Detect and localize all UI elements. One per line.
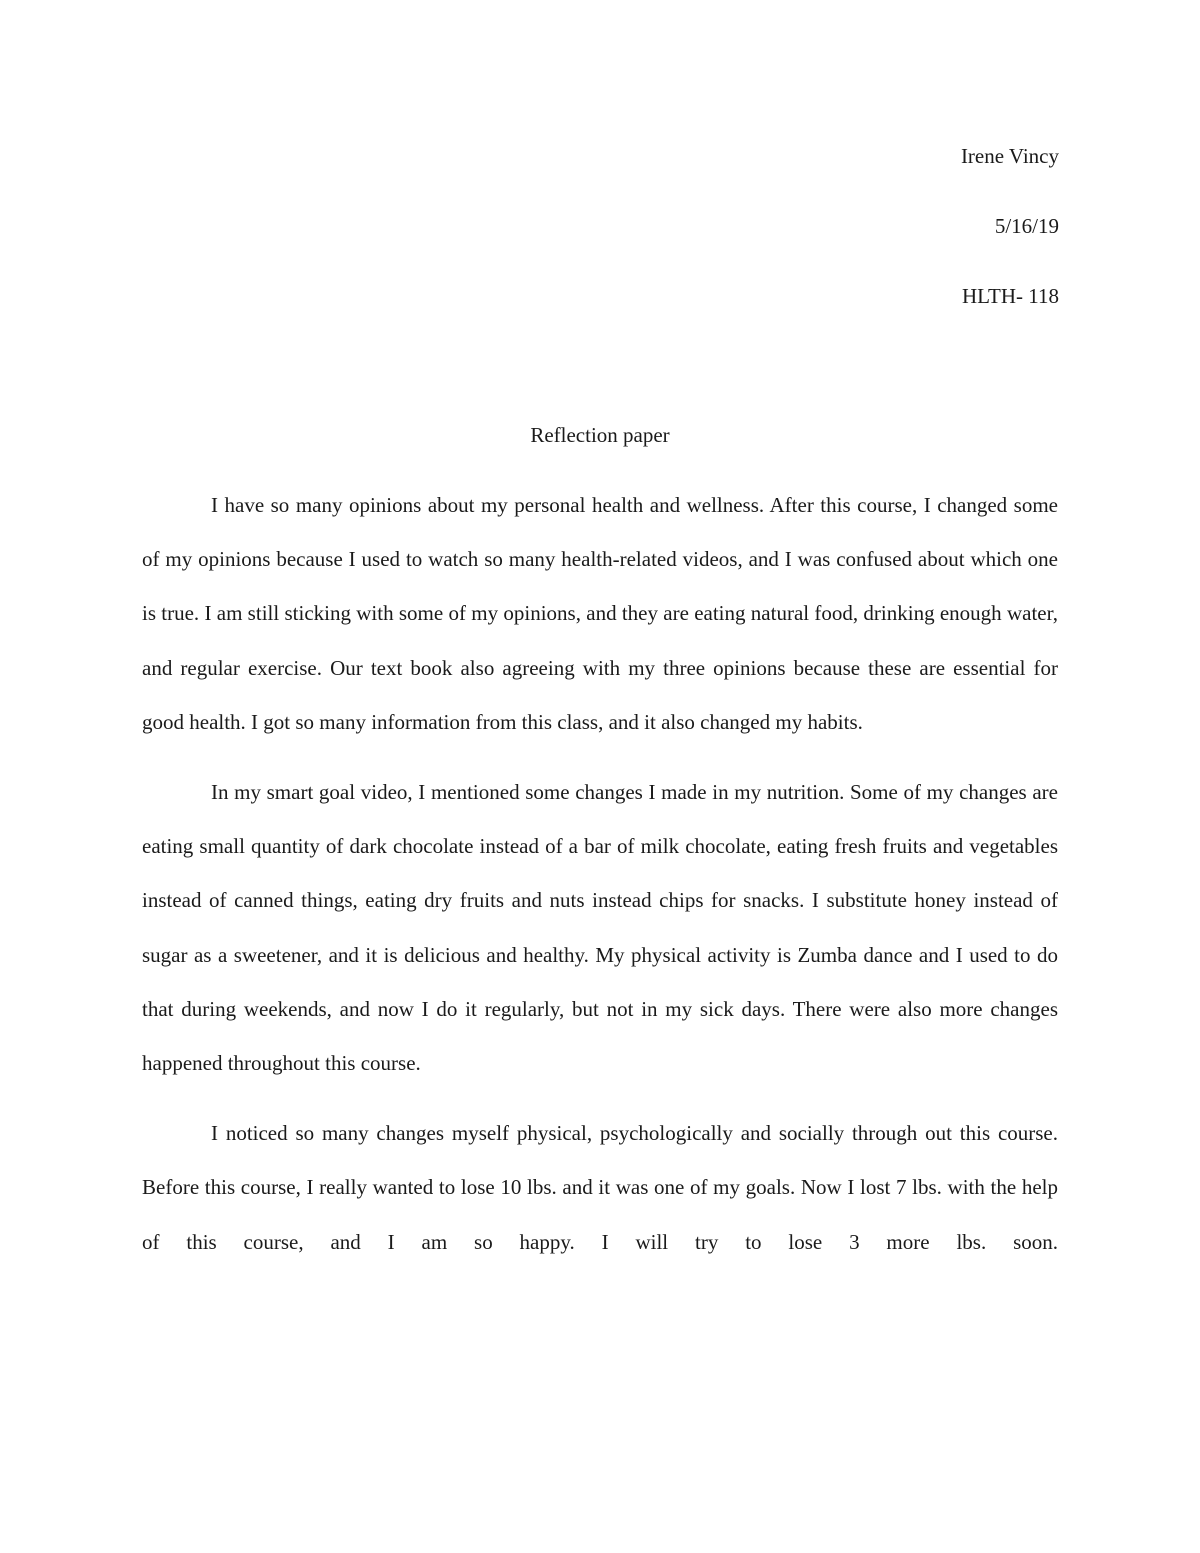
paragraph-1: I have so many opinions about my personal health and wellness. After this course, I changed some of my opinions because I used to watch so many health-related videos, and I was confused about which one is true. I am still sticking with some of my opinions, and they are eating natural food, drinking enough water, and regular exercise. Our text book also agreeing with my three opinions because these are essential for good health. I got so many information from this class, and it also changed my habits. (142, 493, 1058, 734)
document-date: 5/16/19 (994, 214, 1059, 238)
course-code: HLTH- 118 (961, 284, 1059, 308)
paper-title: Reflection paper (530, 423, 670, 447)
paragraph-2: In my smart goal video, I mentioned some changes I made in my nutrition. Some of my changes are eating small quantity of dark chocolate instead of a bar of milk chocolate, eating fresh fruits and vegetables instead of canned things, eating dry fruits and nuts instead chips for snacks. I substitute honey instead of sugar as a sweetener, and it is delicious and healthy. My physical activity is Zumba dance and I used to do that during weekends, and now I do it regularly, but not in my sick days. There were also more changes happened throughout this course. (142, 780, 1058, 1076)
author-name: Irene Vincy (960, 144, 1059, 168)
paragraph-3: I noticed so many changes myself physical, psychologically and socially through out this course. Before this course, I really wanted to lose 10 lbs. and it was one of my goals. Now I lost 7 lbs. with the help of this course, and I am so happy. I will try to lose 3 more lbs. soon. (142, 1121, 1058, 1254)
paper-body (142, 478, 1058, 1285)
